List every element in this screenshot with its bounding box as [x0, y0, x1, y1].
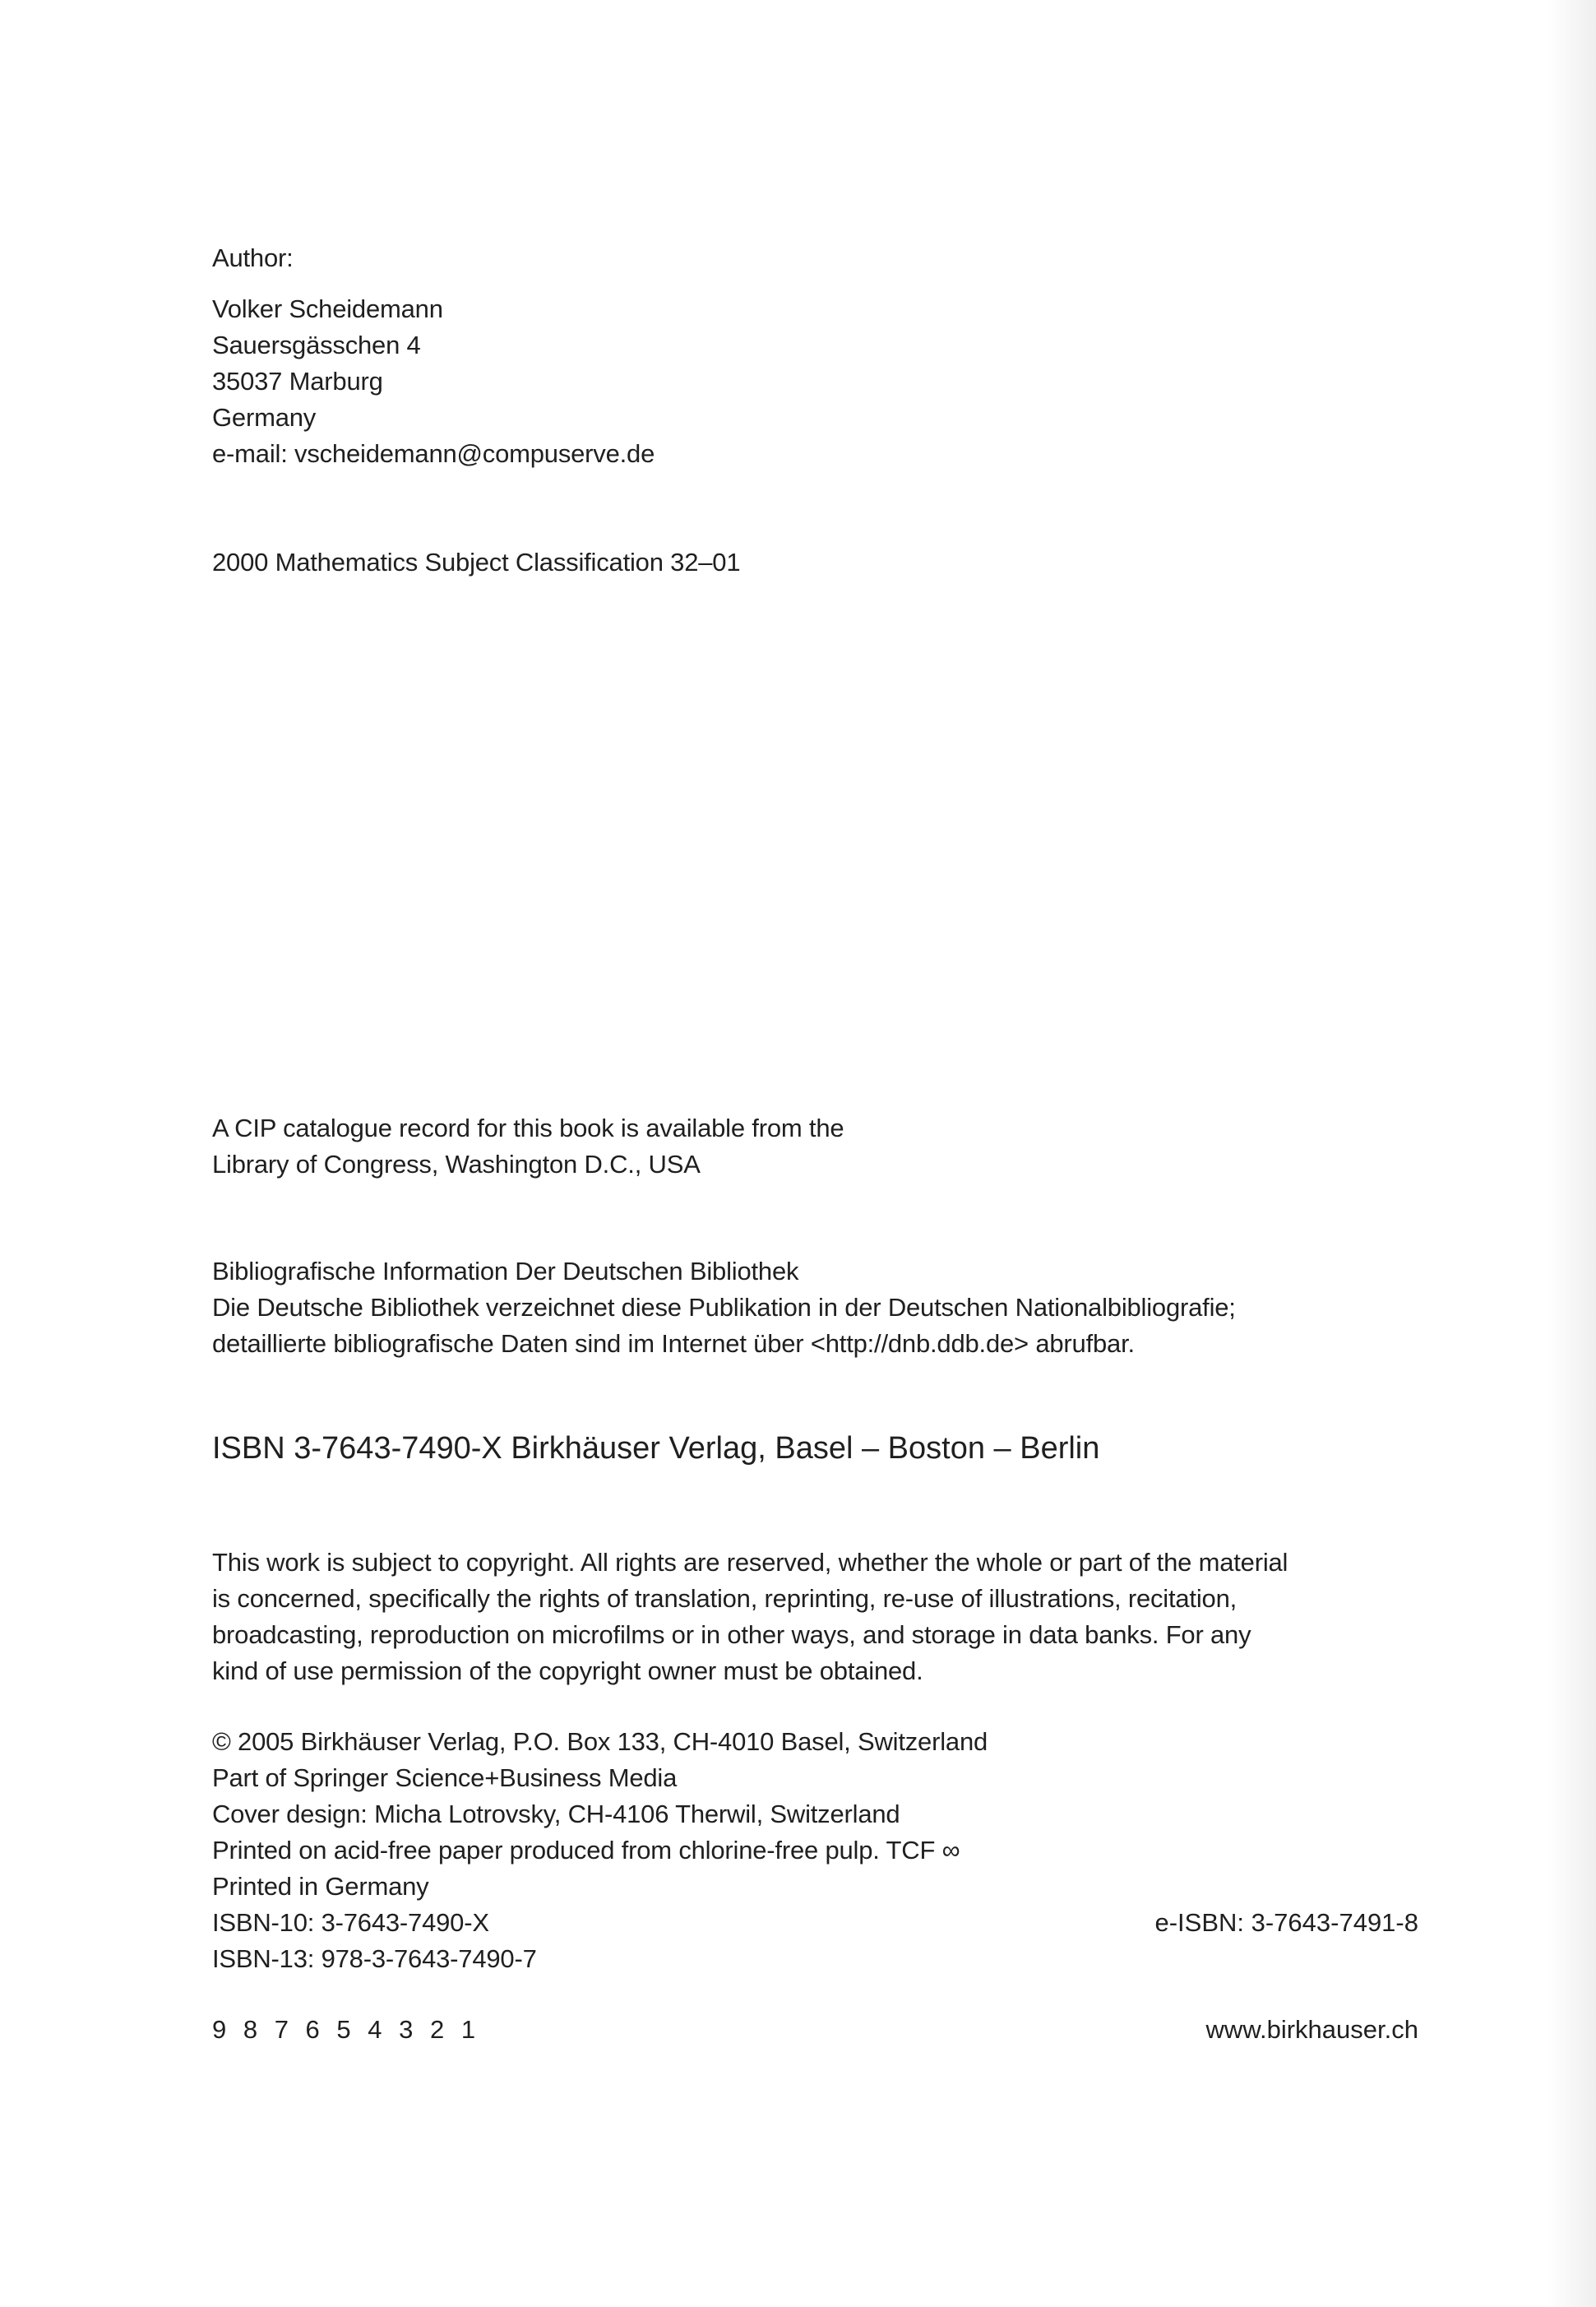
copyright-notice — [212, 1545, 1288, 1689]
cip-line-1: A CIP catalogue record for this book is available from the — [212, 1114, 844, 1142]
author-country: Germany — [212, 403, 317, 432]
imprint-part-of: Part of Springer Science+Business Media — [212, 1763, 678, 1792]
imprint-copyright: © 2005 Birkhäuser Verlag, P.O. Box 133, CH-4010 Basel, Switzerland — [212, 1727, 988, 1756]
imprint-paper: Printed on acid-free paper produced from chlorine-free pulp. TCF ∞ — [212, 1836, 960, 1865]
imprint-cover-design: Cover design: Micha Lotrovsky, CH-4106 Therwil, Switzerland — [212, 1800, 900, 1828]
author-name: Volker Scheidemann — [212, 294, 443, 323]
imprint-isbn10: ISBN-10: 3-7643-7490-X — [212, 1908, 489, 1937]
imprint-isbn13: ISBN-13: 978-3-7643-7490-7 — [212, 1944, 537, 1973]
msc-classification — [212, 544, 740, 581]
dnb-line-2: Die Deutsche Bibliothek verzeichnet diese Publikation in der Deutschen Nationalbibliografie; — [212, 1293, 1236, 1322]
author-email: e-mail: vscheidemann@compuserve.de — [212, 439, 655, 468]
imprint-block — [212, 1724, 988, 1977]
copyright-line-1: This work is subject to copyright. All rights are reserved, whether the whole or part of the material — [212, 1548, 1288, 1577]
page-edge-shading — [1547, 0, 1596, 2307]
author-city: 35037 Marburg — [212, 367, 383, 396]
copyright-line-3: broadcasting, reproduction on microfilms or in other ways, and storage in data banks. For any — [212, 1620, 1251, 1649]
cip-record — [212, 1110, 844, 1183]
dnb-line-3: detaillierte bibliografische Daten sind im Internet über <http://dnb.ddb.de> abrufbar. — [212, 1329, 1135, 1358]
dnb-information — [212, 1253, 1236, 1362]
imprint-printed-in: Printed in Germany — [212, 1872, 429, 1901]
isbn-main-line: ISBN 3-7643-7490-X Birkhäuser Verlag, Basel – Boston – Berlin — [212, 1431, 1100, 1466]
copyright-line-4: kind of use permission of the copyright owner must be obtained. — [212, 1656, 923, 1685]
author-block — [212, 240, 655, 472]
print-run-numbers: 9 8 7 6 5 4 3 2 1 — [212, 2015, 481, 2044]
dnb-line-1: Bibliografische Information Der Deutschen Bibliothek — [212, 1257, 799, 1286]
publisher-website: www.birkhauser.ch — [1205, 2015, 1418, 2044]
author-label: Author: — [212, 243, 294, 272]
author-street: Sauersgässchen 4 — [212, 331, 421, 359]
cip-line-2: Library of Congress, Washington D.C., USA — [212, 1150, 701, 1179]
show-through-ghost — [444, 683, 1431, 839]
eisbn: e-ISBN: 3-7643-7491-8 — [1154, 1908, 1418, 1937]
copyright-line-2: is concerned, specifically the rights of translation, reprinting, re-use of illustrations, recitation, — [212, 1584, 1237, 1613]
msc-line: 2000 Mathematics Subject Classification 32–01 — [212, 548, 741, 577]
